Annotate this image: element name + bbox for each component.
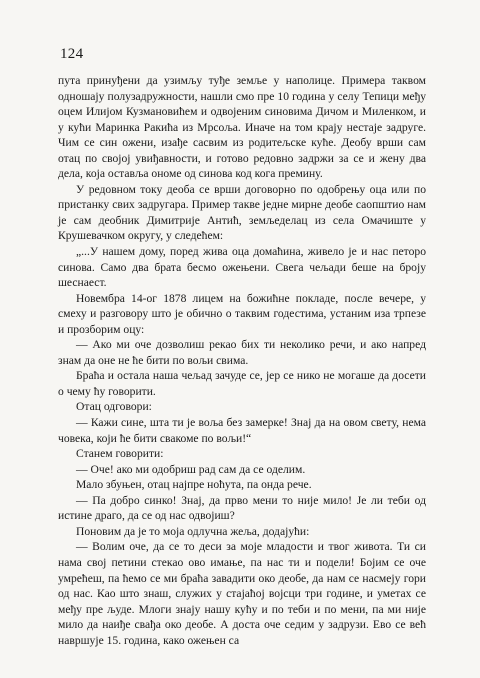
body-text	[58, 73, 426, 648]
page-number: 124	[60, 46, 84, 62]
paragraph: — Ако ми оче дозволиш рекао бих ти неколико речи, и ако напред знам да оне не ће бити по вољи свима.	[58, 338, 426, 367]
paragraph: Браћа и остала наша чељад зачуде се, јер се нико не могаше да досети о чему ћу говорити.	[58, 369, 426, 398]
paragraph: У редовном току деоба се врши договорно по одобрењу оца или по пристанку свих задругара. Пример такве једне мирне деобе саопштио нам је сам деобник Димитрије Антић, земљеделац из села Омачиште у Крушевачком округу, у следећем:	[58, 182, 426, 243]
paragraph: — Па добро синко! Знај, да прво мени то није мило! Је ли теби од истине драго, да се од нас одвојиш?	[58, 493, 426, 523]
paragraph: Станем говорити:	[76, 447, 164, 461]
paragraph: пута принуђени да узимљу туђе земље у наполице. Примера таквом одношају полузадружности, нашли смо пре 10 година у селу Тепици међу оцем Илијом Кузмановићем и одвојеним синовима Дичом и Миленком, и у кући Маринка Ракића из Мрсоља. Иначе на том крају нестаје задруге. Чим се син ожени, изађе сасвим из родитељске куће. Деобу врши сам отац по својој увиђавности, и готово редовно задржи за се и жену два дела, која оставља ономе од синова код кога премину.	[58, 74, 426, 181]
paragraph: Мало збуњен, отац најпре ноћута, па онда рече.	[76, 478, 312, 492]
paragraph: Поновим да је то моја одлучна жеља, додајући:	[76, 524, 310, 538]
paragraph: Отац одговори:	[76, 400, 152, 414]
paragraph: — Оче! ако ми одобриш рад сам да се оделим.	[76, 462, 306, 476]
paragraph: Новембра 14-ог 1878 лицем на божићне покладе, после вечере, у смеху и разговору што је обично о таквим годестима, устаним иза трпезе и прозборим оцу:	[58, 291, 426, 336]
paragraph: — Кажи сине, шта ти је воља без замерке! Знај да на овом свету, нема човека, који ће бити свакоме по вољи!“	[58, 416, 426, 445]
paragraph: „...У нашем дому, поред жива оца домаћина, живело је и нас петоро синова. Само два брата бесмо ожењени. Свега чељади беше на броју шеснаест.	[58, 245, 426, 290]
paragraph: — Волим оче, да се то деси за моје младости и твог живота. Ти си нама свој петини стекао ово имање, па нас ти и подели! Бојим се оче умрећеш, па ћемо се ми браћа завадити око деобе, да нам се насмеју гори од нас. Као што знаш, служих у стајаћој војсци три године, и уметах се међу пре људе. Млоги знају нашу кућу и по теби и по мени, па ми није мило да наиђе свађа око деобе. А доста оче седим у задрузи. Ево се већ навршује 15. година, како ожењен са	[58, 540, 426, 647]
